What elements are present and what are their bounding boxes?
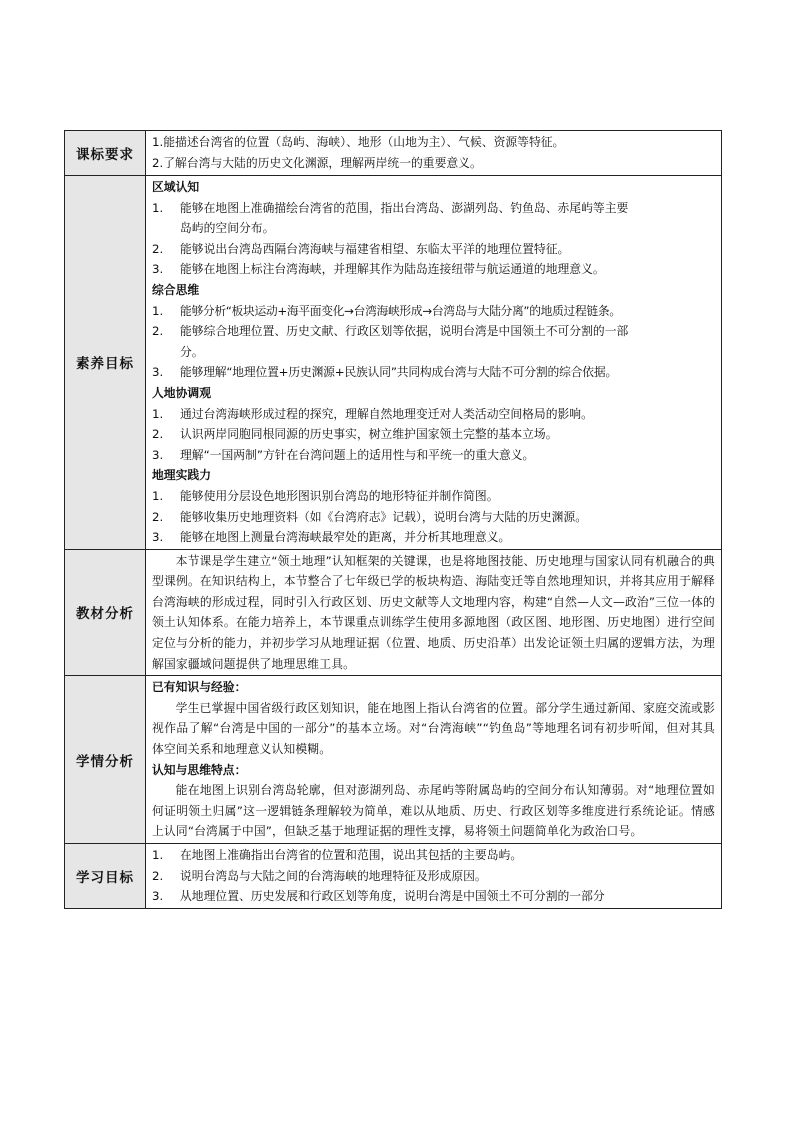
row-literacy [65, 176, 722, 550]
item-text: 理解“一国两制”方针在台湾问题上的适用性与和平统一的重大意义。 [180, 447, 535, 462]
standards-line: 2.了解台湾与大陆的历史文化渊源，理解两岸统一的重要意义。 [152, 155, 482, 170]
item-text: 能够在地图上标注台湾海峡，并理解其作为陆岛连接纽带与航运通道的地理意义。 [180, 262, 605, 277]
item-number: 3. [152, 365, 164, 380]
standards-content [146, 131, 722, 176]
list-item [152, 845, 715, 866]
row-students [65, 676, 722, 844]
group-title: 综合思维 [152, 282, 200, 297]
list-item [152, 527, 715, 548]
textbook-content [146, 549, 722, 676]
item-number: 1. [152, 303, 164, 318]
students-paragraph: 能在地图上识别台湾岛轮廓，但对澎湖列岛、赤尾屿等附属岛屿的空间分布认知薄弱。对“地理位置如何证明领土归属”这一逻辑链条理解较为简单，难以从地质、历史、行政区划等多维度进行系统论证。情感上认同“台湾属于中国”，但缺乏基于地理证据的理性支撑，易将领土问题简单化为政治口号。 [152, 783, 715, 839]
list-item [152, 424, 715, 445]
item-text: 通过台湾海峡形成过程的探究，理解自然地理变迁对人类活动空间格局的影响。 [180, 406, 593, 421]
item-text: 能够分析“板块运动+海平面变化→台湾海峡形成→台湾岛与大陆分离”的地质过程链条。 [180, 303, 621, 318]
students-paragraph: 学生已掌握中国省级行政区划知识，能在地图上指认台湾省的位置。部分学生通过新闻、家庭交流或影视作品了解“台湾是中国的一部分”的基本立场。对“台湾海峡”“钓鱼岛”等地理名词有初步听闻，但对其具体空间关系和地理意义认知模糊。 [152, 700, 715, 757]
row-label: 教材分析 [65, 549, 146, 676]
row-goals [65, 844, 722, 909]
group-title: 人地协调观 [152, 385, 211, 400]
item-text: 能够在地图上准确描绘台湾省的范围，指出台湾岛、澎湖列岛、钓鱼岛、赤尾屿等主要 [180, 200, 629, 215]
list-item [152, 239, 715, 260]
item-text: 能够收集历史地理资料（如《台湾府志》记载），说明台湾与大陆的历史渊源。 [180, 509, 587, 524]
row-label: 学习目标 [65, 844, 146, 909]
item-number: 2. [152, 324, 164, 339]
item-text: 说明台湾岛与大陆之间的台湾海峡的地理特征及形成原因。 [180, 868, 487, 883]
lesson-plan-table [64, 130, 722, 909]
item-number: 1. [152, 488, 164, 503]
item-text: 岛屿的空间分布。 [180, 221, 275, 236]
item-number: 3. [152, 889, 164, 904]
block-title: 认知与思维特点： [152, 762, 247, 777]
group-title: 区域认知 [152, 180, 200, 194]
item-number: 3. [152, 530, 164, 545]
students-content [146, 676, 722, 844]
list-item [152, 486, 715, 507]
item-number: 1. [152, 848, 164, 862]
row-label: 课标要求 [65, 131, 146, 176]
item-text: 能够综合地理位置、历史文献、行政区划等依据，说明台湾是中国领土不可分割的一部 [180, 324, 629, 339]
standards-line: 1.能描述台湾省的位置（岛屿、海峡）、地形（山地为主）、气候、资源等特征。 [152, 135, 565, 149]
item-text: 能够说出台湾岛西隔台湾海峡与福建省相望、东临太平洋的地理位置特征。 [180, 241, 570, 256]
textbook-paragraph: 本节课是学生建立“领土地理”认知框架的关键课，也是将地图技能、历史地理与国家认同有机融合的典型课例。在知识结构上，本节整合了七年级已学的板块构造、海陆变迁等自然地理知识，并将其应用于解释台湾海峡的形成过程，同时引入行政区划、历史文献等人文地理内容，构建“自然—人文—政治”三位一体的领土认知体系。在能力培养上，本节课重点训练学生使用多源地图（政区图、地形图、历史地图）进行空间定位与分析的能力，并初步学习从地理证据（位置、地质、历史沿革）出发论证领土归属的逻辑方法，为理解国家疆域问题提供了地理思维工具。 [152, 553, 715, 671]
row-label: 素养目标 [65, 176, 146, 550]
group-title: 地理实践力 [152, 468, 211, 483]
item-text: 能够使用分层设色地形图识别台湾岛的地形特征并制作简图。 [180, 488, 499, 503]
item-number: 2. [152, 241, 164, 256]
item-text: 在地图上准确指出台湾省的位置和范围，说出其包括的主要岛屿。 [180, 848, 523, 862]
list-item [152, 198, 715, 239]
item-text: 从地理位置、历史发展和行政区划等角度，说明台湾是中国领土不可分割的一部分 [180, 889, 605, 904]
list-item [152, 362, 715, 383]
item-text: 分。 [180, 344, 204, 359]
list-item [152, 886, 715, 907]
item-number: 3. [152, 262, 164, 277]
item-number: 1. [152, 200, 164, 215]
row-label: 学情分析 [65, 676, 146, 844]
item-number: 2. [152, 868, 164, 883]
item-number: 2. [152, 509, 164, 524]
list-item [152, 259, 715, 280]
list-item [152, 866, 715, 887]
literacy-content [146, 176, 722, 550]
list-item [152, 321, 715, 362]
item-number: 2. [152, 427, 164, 442]
item-number: 1. [152, 406, 164, 421]
list-item [152, 404, 715, 425]
list-item [152, 507, 715, 528]
item-text: 能够在地图上测量台湾海峡最窄处的距离，并分析其地理意义。 [180, 530, 511, 545]
goals-content [146, 844, 722, 909]
row-standards [65, 131, 722, 176]
list-item [152, 301, 715, 322]
item-text: 能够理解“地理位置+历史渊源+民族认同”共同构成台湾与大陆不可分割的综合依据。 [180, 365, 618, 380]
item-number: 3. [152, 447, 164, 462]
row-textbook [65, 549, 722, 676]
block-title: 已有知识与经验： [152, 680, 247, 695]
item-text: 认识两岸同胞同根同源的历史事实，树立维护国家领土完整的基本立场。 [180, 427, 558, 442]
list-item [152, 445, 715, 466]
